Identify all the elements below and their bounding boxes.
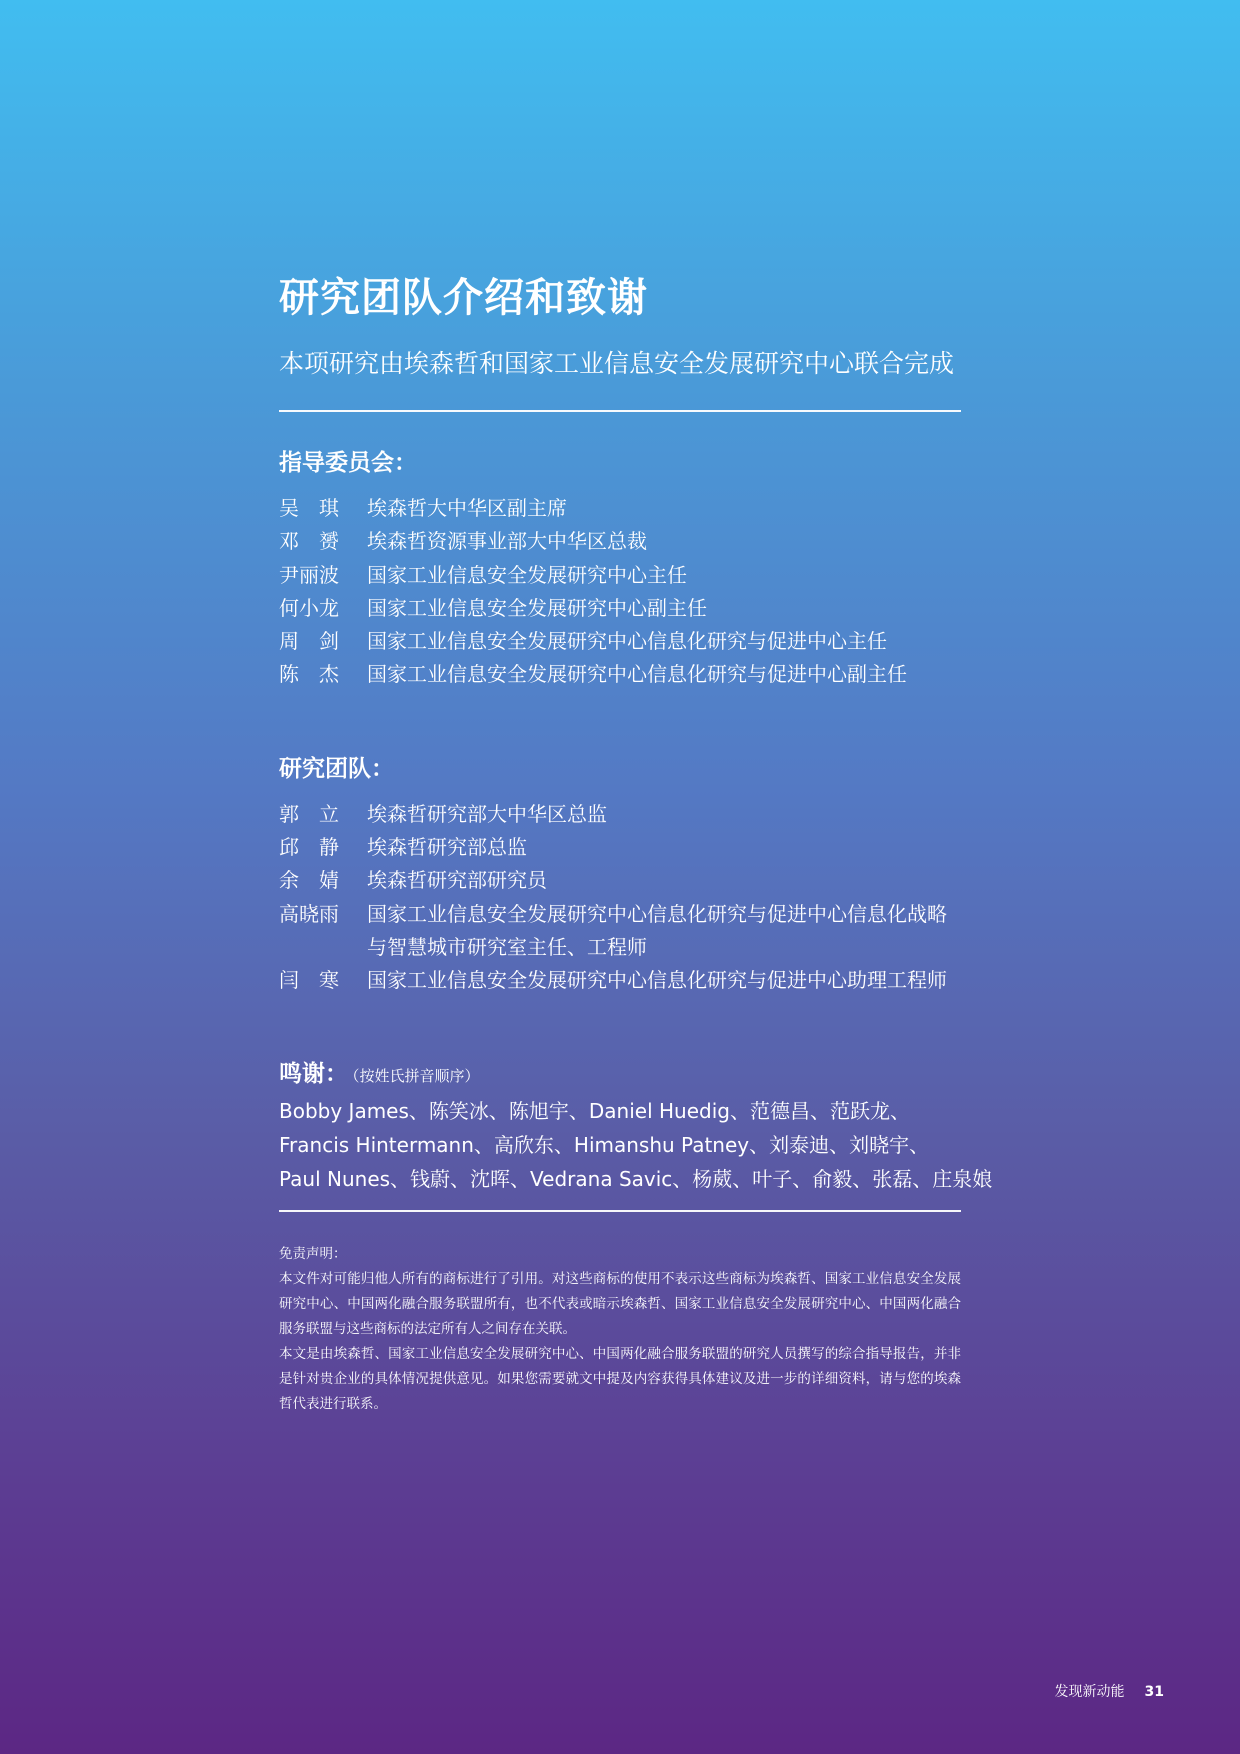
- acknowledgements-header: [279, 1056, 961, 1094]
- team-member: [279, 831, 961, 864]
- acknowledgements-note: （按姓氏拼音顺序）: [352, 1066, 480, 1085]
- member-role: 埃森哲研究部总监: [367, 835, 527, 860]
- research-team-title: 研究团队：: [279, 755, 394, 782]
- member-name: 邱 静: [279, 835, 339, 860]
- member-role: 埃森哲研究部研究员: [367, 868, 547, 893]
- member-role: 埃森哲研究部大中华区总监: [367, 801, 607, 826]
- member-role: 国家工业信息安全发展研究中心信息化研究与促进中心信息化战略与智慧城市研究室主任、工程师: [367, 901, 947, 959]
- team-member: [279, 864, 961, 897]
- steering-member: [279, 592, 961, 625]
- steering-member: [279, 525, 961, 558]
- member-name: 邓 赟: [279, 529, 339, 554]
- acknowledgements: [279, 1056, 993, 1196]
- steering-member: [279, 625, 961, 658]
- team-member: [279, 898, 961, 965]
- member-role: 埃森哲大中华区副主席: [367, 496, 567, 520]
- page-subtitle: 本项研究由埃森哲和国家工业信息安全发展研究中心联合完成: [279, 349, 955, 378]
- steering-committee-list: [279, 492, 961, 692]
- steering-member: [279, 559, 961, 592]
- disclaimer: [279, 1242, 961, 1417]
- acknowledgements-line: Bobby James、陈笑冰、陈旭宇、Daniel Huedig、范德昌、范跃龙、: [279, 1098, 910, 1123]
- divider-bottom: [279, 1210, 961, 1212]
- member-role: 国家工业信息安全发展研究中心主任: [367, 562, 687, 587]
- team-member: [279, 964, 961, 997]
- member-role: 埃森哲资源事业部大中华区总裁: [367, 529, 647, 554]
- page-footer: [1055, 1682, 1164, 1702]
- member-role: 国家工业信息安全发展研究中心信息化研究与促进中心主任: [367, 629, 887, 654]
- member-name: 余 婧: [279, 868, 339, 893]
- member-name: 何小龙: [279, 595, 339, 620]
- disclaimer-paragraph: 本文件对可能归他人所有的商标进行了引用。对这些商标的使用不表示这些商标为埃森哲、国家工业信息安全发展研究中心、中国两化融合服务联盟所有，也不代表或暗示埃森哲、国家工业信息安全发展研究中心、中国两化融合服务联盟与这些商标的法定所有人之间存在关联。: [279, 1270, 961, 1337]
- disclaimer-title: 免责声明：: [279, 1245, 347, 1262]
- team-member: [279, 798, 961, 831]
- steering-member: [279, 492, 961, 525]
- member-role: 国家工业信息安全发展研究中心信息化研究与促进中心助理工程师: [367, 968, 947, 993]
- member-name: 闫 寒: [279, 968, 339, 993]
- page-number: 31: [1144, 1684, 1164, 1700]
- research-team-list: [279, 798, 961, 998]
- footer-label: 发现新动能: [1054, 1684, 1125, 1700]
- member-name: 高晓雨: [279, 901, 339, 926]
- steering-member: [279, 658, 961, 691]
- acknowledgements-title: 鸣谢：: [279, 1060, 348, 1087]
- steering-committee-title: 指导委员会：: [279, 450, 417, 476]
- page-title: 研究团队介绍和致谢: [279, 275, 648, 321]
- member-name: 陈 杰: [279, 662, 339, 687]
- member-name: 周 剑: [279, 629, 339, 654]
- acknowledgements-line: Paul Nunes、钱蔚、沈晖、Vedrana Savic、杨葳、叶子、俞毅、张磊、庄泉娘: [279, 1166, 993, 1191]
- main-content: [279, 270, 993, 1417]
- member-name: 吴 琪: [279, 496, 339, 520]
- disclaimer-paragraph: 本文是由埃森哲、国家工业信息安全发展研究中心、中国两化融合服务联盟的研究人员撰写的综合指导报告，并非是针对贵企业的具体情况提供意见。如果您需要就文中提及内容获得具体建议及进一步的详细资料，请与您的埃森哲代表进行联系。: [279, 1345, 961, 1412]
- divider-top: [279, 410, 961, 412]
- member-name: 尹丽波: [279, 562, 339, 587]
- acknowledgements-names: [279, 1094, 993, 1196]
- member-name: 郭 立: [279, 801, 339, 826]
- member-role: 国家工业信息安全发展研究中心信息化研究与促进中心副主任: [367, 662, 907, 687]
- acknowledgements-line: Francis Hintermann、高欣东、Himanshu Patney、刘泰迪、刘晓宇、: [279, 1132, 930, 1157]
- member-role: 国家工业信息安全发展研究中心副主任: [367, 595, 707, 620]
